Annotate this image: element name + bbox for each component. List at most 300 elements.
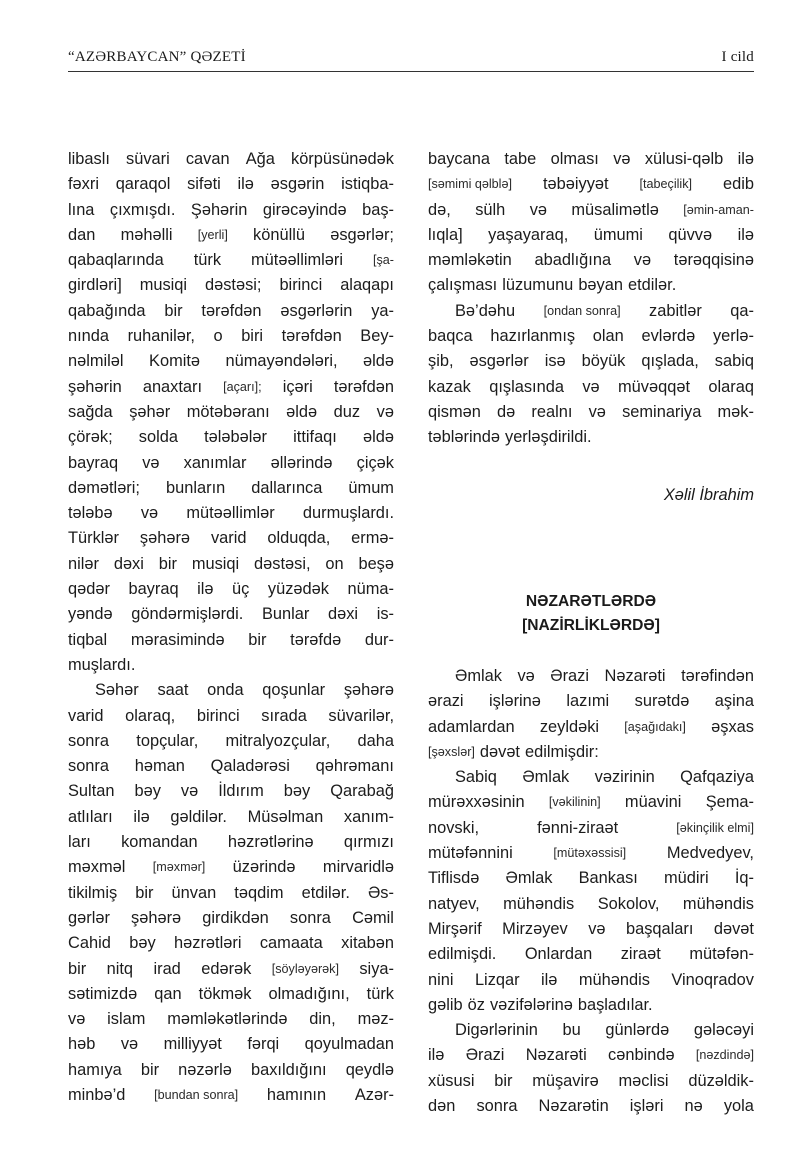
- text-line: [428, 400, 754, 425]
- word: din,: [309, 1010, 336, 1029]
- word: cavan: [185, 150, 230, 168]
- word: və: [140, 504, 159, 523]
- word: qışlada,: [641, 352, 699, 371]
- word: əsgərlərin: [280, 301, 353, 320]
- word: mitralyozçular,: [225, 731, 331, 750]
- word: və: [613, 150, 631, 168]
- word: baycana: [428, 150, 490, 168]
- word: Cahid: [68, 934, 111, 953]
- word: Qarabağ: [330, 782, 394, 801]
- word: ilə: [133, 807, 150, 826]
- text-line: [428, 664, 754, 689]
- text-line: [68, 172, 394, 197]
- word: nəzərlə: [178, 1060, 232, 1079]
- word: mərasimində: [130, 630, 225, 649]
- word: libaslı: [68, 150, 110, 168]
- word: bir: [164, 301, 183, 320]
- word: on: [325, 554, 344, 573]
- word: nilər: [68, 554, 99, 573]
- word: musiqi: [191, 554, 240, 573]
- word: mühəndis: [578, 970, 650, 989]
- word: mək-: [717, 402, 754, 421]
- text-line: [68, 628, 394, 653]
- word: qədər: [68, 580, 110, 599]
- word: varid: [210, 529, 247, 548]
- word: mütəfənnini: [428, 844, 513, 863]
- word: qabaqlarında: [68, 251, 164, 270]
- word: şəhərin: [68, 377, 122, 396]
- word: bir: [494, 1071, 513, 1090]
- word: böyük: [581, 352, 626, 371]
- word: ermə-: [351, 529, 394, 548]
- word: baqca: [428, 327, 473, 346]
- word: və: [68, 1010, 86, 1029]
- text-column-right-bottom: [428, 664, 754, 1119]
- word: Nəzarəti: [525, 1046, 587, 1065]
- word: ruhanilər,: [127, 327, 195, 346]
- gloss-word: [aşağıdakı]: [624, 719, 686, 734]
- word: xitabən: [341, 934, 394, 953]
- word: könüllü: [253, 225, 305, 244]
- word: şəhərə: [139, 529, 191, 548]
- word: baş-: [362, 200, 394, 219]
- word: mötəbəranı: [186, 402, 270, 421]
- gloss-word: [söyləyərək]: [271, 961, 339, 976]
- word: bayraq: [128, 580, 179, 599]
- word: cənbində: [608, 1046, 675, 1065]
- word: birinci: [279, 276, 323, 295]
- text-line: [428, 841, 754, 866]
- word: tabe: [504, 150, 537, 168]
- word: islam: [107, 1010, 146, 1029]
- word: yəndə: [68, 605, 113, 624]
- text-line: [428, 198, 754, 223]
- word: bu: [562, 1021, 581, 1040]
- text-line: [428, 324, 754, 349]
- word: nəlmiləl: [68, 352, 124, 371]
- word: dəstəsi,: [254, 554, 311, 573]
- word: beşə: [358, 554, 394, 573]
- word: xanım-: [343, 807, 394, 826]
- word: öz: [467, 995, 485, 1014]
- word: gəldilər.: [170, 807, 227, 826]
- word: təblərində: [428, 428, 500, 447]
- word: mütəfən-: [689, 945, 754, 964]
- word: atlıları: [68, 807, 113, 826]
- word: bəyan: [578, 276, 623, 295]
- text-line: [68, 501, 394, 526]
- word: sırada: [261, 706, 307, 725]
- word: xüsusi: [428, 1071, 475, 1090]
- word: mürəxxəsinin: [428, 793, 525, 812]
- word: sülh: [475, 200, 506, 219]
- word: sabiq: [714, 352, 754, 371]
- text-column-right-top: [428, 147, 754, 451]
- word: sətimizdə: [68, 984, 138, 1003]
- word: nümayəndələri,: [225, 352, 338, 371]
- text-column-left: [68, 147, 394, 1108]
- word: realnı: [531, 402, 573, 421]
- word: olması: [550, 150, 599, 168]
- word: bəy: [283, 782, 311, 801]
- word: və: [517, 667, 535, 685]
- word: hamıya: [68, 1060, 122, 1079]
- word: bir: [68, 959, 87, 978]
- word: başqaları: [625, 919, 694, 938]
- word: sifəti: [187, 175, 221, 194]
- word: qismən: [428, 402, 481, 421]
- word: solda: [138, 428, 178, 447]
- word: aşina: [714, 692, 754, 711]
- word: və: [588, 402, 606, 421]
- text-line: [68, 779, 394, 804]
- word: edilmişdir:: [525, 742, 599, 761]
- word: tiqbal: [68, 630, 108, 649]
- word: bir: [248, 630, 267, 649]
- word: adamlardan: [428, 717, 515, 736]
- word: camaata: [259, 934, 323, 953]
- word: müsalimətlə: [571, 200, 659, 219]
- word: üç: [232, 580, 250, 599]
- text-line: [68, 855, 394, 880]
- word: Bankası: [578, 869, 638, 888]
- word: ilə: [737, 225, 754, 244]
- text-line: [428, 1018, 754, 1043]
- word: ünvan: [171, 883, 217, 902]
- gloss-word: [ondan sonra]: [543, 303, 621, 318]
- word: və: [120, 1035, 139, 1054]
- word: abadlığına: [534, 251, 612, 270]
- word: edib: [722, 175, 754, 194]
- word: olmadığını,: [268, 984, 350, 1003]
- text-line: [68, 602, 394, 627]
- word: Mirzəyev: [502, 919, 568, 938]
- publication-title: “AZƏRBAYCAN” QƏZETİ: [68, 49, 246, 65]
- word: müvəqqət: [618, 377, 691, 396]
- text-line: [68, 147, 394, 172]
- word: birinci: [196, 706, 240, 725]
- word: lına: [68, 200, 95, 219]
- word: surətdə: [634, 692, 690, 711]
- word: tərəfdən: [281, 327, 342, 346]
- word: varid: [68, 706, 104, 725]
- text-line: [68, 1032, 394, 1057]
- text-line: [68, 678, 394, 703]
- word: və: [588, 919, 606, 938]
- word: girdləri]: [68, 276, 122, 295]
- gloss-word: [şəxslər]: [428, 744, 475, 759]
- word: tərəfindən: [681, 667, 754, 685]
- word: yüzədək: [267, 580, 329, 599]
- word: nini: [428, 970, 454, 989]
- word: Səhər: [95, 681, 139, 700]
- word: süvari: [126, 150, 170, 168]
- word: məmləkətlərində: [167, 1010, 288, 1029]
- text-line: [68, 1007, 394, 1032]
- word: tərəfdən: [201, 301, 262, 320]
- gloss-word: [əkinçilik elmi]: [676, 820, 754, 835]
- word: bayraq: [68, 453, 119, 472]
- word: bunların: [166, 478, 226, 497]
- word: və: [529, 200, 547, 219]
- word: olaraq,: [125, 706, 176, 725]
- word: Əmlak: [455, 667, 502, 685]
- word: əsgərin: [270, 175, 325, 194]
- word: qaraqol: [115, 175, 171, 194]
- word: günlərdə: [605, 1021, 670, 1040]
- word: Əs-: [367, 883, 394, 902]
- word: çiçək: [356, 453, 394, 472]
- word: dallarınca: [251, 478, 323, 497]
- word: qoşunlar: [262, 681, 326, 700]
- word: evlərdə: [641, 327, 696, 346]
- text-line: [68, 324, 394, 349]
- word: Qafqaziya: [680, 768, 754, 787]
- word: vəzirinin: [594, 768, 655, 787]
- word: Şəhərin: [190, 200, 248, 219]
- word: biri: [241, 327, 264, 346]
- text-line: [68, 931, 394, 956]
- word: dəmətləri;: [68, 478, 140, 497]
- gloss-word: [yerli]: [197, 227, 228, 242]
- word: lüzumunu: [502, 276, 574, 295]
- gloss-word: [nəzdində]: [695, 1048, 754, 1063]
- word: üzərində: [232, 858, 296, 877]
- word: Əmlak: [522, 768, 570, 787]
- text-line: [428, 993, 754, 1018]
- text-line: [68, 957, 394, 982]
- word: Bə’dəhu: [455, 301, 516, 320]
- word: tökmək: [198, 984, 252, 1003]
- word: və: [180, 782, 199, 801]
- word: saat: [157, 681, 189, 700]
- word: tikilmiş: [68, 883, 118, 902]
- word: işləri: [629, 1097, 664, 1116]
- word: istiqba-: [341, 175, 394, 194]
- word: Qaladərəsi: [210, 757, 290, 776]
- word: Komitə: [149, 352, 201, 371]
- text-line: [68, 653, 394, 678]
- text-line: [68, 198, 394, 223]
- word: nında: [68, 327, 110, 346]
- word: durmuşlardı.: [302, 504, 394, 523]
- word: Medvedyev,: [666, 844, 754, 863]
- text-line: [68, 830, 394, 855]
- word: olaraq: [708, 377, 754, 396]
- word: qəhrəmanı: [315, 757, 394, 776]
- gloss-word: [məxmər]: [152, 860, 206, 875]
- word: Digərlərinin: [455, 1021, 538, 1040]
- text-line: [428, 790, 754, 815]
- word: tərəqqisinə: [673, 251, 754, 270]
- word: tələbələr: [204, 428, 267, 447]
- word: Türklər: [68, 529, 119, 548]
- word: topçular,: [136, 731, 199, 750]
- word: və: [582, 377, 600, 396]
- section-heading-line1: NƏZARƏTLƏRDƏ: [525, 593, 657, 610]
- text-line: [68, 577, 394, 602]
- text-line: [428, 299, 754, 324]
- word: ərazi: [428, 692, 464, 711]
- word: Onlardan: [524, 945, 593, 964]
- word: muşlardı.: [68, 655, 136, 674]
- word: olduqda,: [267, 529, 331, 548]
- word: ları: [68, 833, 91, 852]
- word: komandan: [121, 833, 198, 852]
- word: yerləşdirildi.: [505, 428, 592, 447]
- text-line: [68, 982, 394, 1007]
- word: yola: [723, 1097, 754, 1116]
- word: hazırlanmış: [490, 327, 576, 346]
- word: əldə: [286, 402, 318, 421]
- word: onda: [207, 681, 244, 700]
- word: bir: [135, 883, 154, 902]
- word: təqdim: [234, 883, 284, 902]
- word: və: [142, 453, 160, 472]
- text-line: [428, 349, 754, 374]
- text-line: [428, 968, 754, 993]
- word: əsgərlər: [469, 352, 529, 371]
- word: qışlasında: [489, 377, 564, 396]
- word: dan: [68, 225, 96, 244]
- word: müdiri: [664, 869, 709, 888]
- word: ilə: [197, 580, 214, 599]
- word: zeyldəki: [539, 717, 600, 736]
- word: məz-: [357, 1010, 394, 1029]
- word: baxıldığını: [250, 1060, 327, 1079]
- text-line: [428, 942, 754, 967]
- word: ümum: [348, 478, 394, 497]
- text-line: [68, 729, 394, 754]
- word: işlərinə: [488, 692, 541, 711]
- word: musiqi: [139, 276, 188, 295]
- word: məmləkətin: [428, 251, 512, 270]
- word: məhəlli: [120, 225, 173, 244]
- word: şib,: [428, 352, 454, 371]
- text-line: [428, 147, 754, 172]
- word: şəhər: [129, 402, 171, 421]
- word: ya-: [371, 301, 394, 320]
- word: girəcəyində: [262, 200, 347, 219]
- text-line: [428, 223, 754, 248]
- text-line: [68, 451, 394, 476]
- text-line: [428, 1043, 754, 1068]
- word: dəvət: [479, 742, 520, 761]
- word: dur-: [364, 630, 394, 649]
- word: nitq: [106, 959, 134, 978]
- text-line: [428, 866, 754, 891]
- word: natyev,: [428, 894, 480, 913]
- word: minbə’d: [68, 1085, 126, 1104]
- text-line: [68, 349, 394, 374]
- word: xanımlar: [183, 453, 247, 472]
- word: qeydlə: [345, 1060, 394, 1079]
- text-line: [428, 375, 754, 400]
- word: dən: [428, 1097, 456, 1116]
- text-line: [68, 375, 394, 400]
- word: Azər-: [354, 1085, 394, 1104]
- text-line: [68, 754, 394, 779]
- text-line: [68, 273, 394, 298]
- word: alaqapı: [340, 276, 394, 295]
- word: məxməl: [68, 858, 126, 877]
- word: sonra: [476, 1097, 518, 1116]
- word: ilə: [237, 175, 254, 194]
- word: xülusi-qəlb: [644, 150, 724, 168]
- word: olan: [592, 327, 624, 346]
- word: mütəəllimlər: [186, 504, 275, 523]
- word: Bunlar: [261, 605, 310, 624]
- word: İldırım: [218, 782, 264, 801]
- word: ziraət: [620, 945, 661, 964]
- word: etdilər.: [627, 276, 677, 295]
- word: kazak: [428, 377, 471, 396]
- text-line: [68, 906, 394, 931]
- word: həzrətlərinə: [227, 833, 314, 852]
- word: o: [213, 327, 223, 346]
- word: vəzifələrinə: [489, 995, 573, 1014]
- word: edərək: [201, 959, 252, 978]
- word: sonra: [68, 731, 110, 750]
- section-heading-line2: [NAZİRLİKLƏRDƏ]: [522, 617, 660, 634]
- text-line: [68, 299, 394, 324]
- word: qan: [154, 984, 182, 1003]
- word: təbəiyyət: [542, 175, 609, 194]
- word: Ərazi: [550, 667, 590, 685]
- text-line: [428, 1094, 754, 1119]
- word: mühəndis: [503, 894, 575, 913]
- word: tələbə: [68, 504, 113, 523]
- gloss-word: [əmin-aman-: [683, 202, 754, 217]
- word: Müsəlman: [247, 807, 324, 826]
- word: məclisi: [618, 1071, 669, 1090]
- word: göndərmişlərdi.: [131, 605, 244, 624]
- word: Nəzarətin: [538, 1097, 609, 1116]
- word: içəri: [282, 377, 313, 396]
- word: tərəfdə: [290, 630, 342, 649]
- word: Sultan: [68, 782, 115, 801]
- word: dəstəsi;: [205, 276, 262, 295]
- text-line: [428, 248, 754, 273]
- word: əldə: [363, 428, 394, 447]
- text-line: [428, 816, 754, 841]
- word: həman: [134, 757, 185, 776]
- word: Şema-: [705, 793, 754, 812]
- word: Bey-: [360, 327, 394, 346]
- word: gələcəyi: [693, 1021, 754, 1040]
- word: bəy: [134, 782, 161, 801]
- gloss-word: [bundan sonra]: [154, 1087, 239, 1102]
- word: düzəldik-: [688, 1071, 754, 1090]
- word: tərəfdən: [333, 377, 394, 396]
- word: nə: [684, 1097, 703, 1116]
- word: Cəmil: [352, 908, 394, 927]
- word: və: [376, 402, 394, 421]
- word: həb: [68, 1035, 96, 1054]
- word: qa-: [730, 301, 754, 320]
- word: Mirşərif: [428, 919, 482, 938]
- word: daha: [357, 731, 394, 750]
- word: isə: [544, 352, 566, 371]
- word: əsgərlər;: [330, 225, 394, 244]
- word: lazımi: [566, 692, 610, 711]
- word: qüvvə: [668, 225, 713, 244]
- word: is-: [376, 605, 394, 624]
- text-line: [68, 223, 394, 248]
- word: Nəzarəti: [604, 667, 666, 685]
- word: girdikdən: [202, 908, 269, 927]
- word: Tiflisdə: [428, 869, 480, 888]
